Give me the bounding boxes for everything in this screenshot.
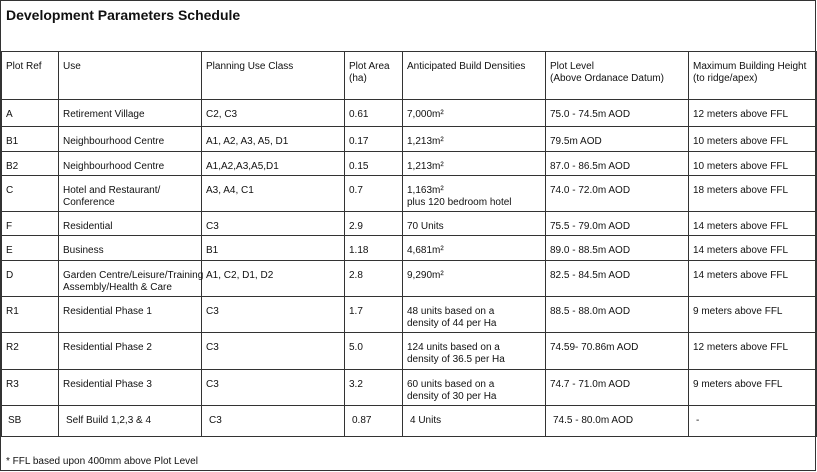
header-max-height: Maximum Building Height (to ridge/apex) bbox=[689, 52, 817, 100]
cell-level: 79.5m AOD bbox=[546, 127, 689, 152]
cell-height: 18 meters above FFL bbox=[689, 176, 817, 212]
cell-use: Business bbox=[59, 236, 202, 261]
cell-class: C3 bbox=[202, 333, 345, 370]
table-row bbox=[2, 236, 817, 261]
cell-level: 88.5 - 88.0m AOD bbox=[546, 297, 689, 333]
cell-plot-ref: F bbox=[2, 212, 59, 236]
cell-area: 0.15 bbox=[345, 152, 403, 176]
table-row bbox=[2, 333, 817, 370]
cell-plot-ref: C bbox=[2, 176, 59, 212]
cell-use: Retirement Village bbox=[59, 100, 202, 127]
cell-level: 75.5 - 79.0m AOD bbox=[546, 212, 689, 236]
table-row bbox=[2, 370, 817, 406]
cell-use: Self Build 1,2,3 & 4 bbox=[59, 406, 202, 437]
cell-area: 0.61 bbox=[345, 100, 403, 127]
cell-area: 2.8 bbox=[345, 261, 403, 297]
cell-height: 10 meters above FFL bbox=[689, 152, 817, 176]
cell-level: 74.7 - 71.0m AOD bbox=[546, 370, 689, 406]
cell-density: 1,163m² plus 120 bedroom hotel bbox=[403, 176, 546, 212]
cell-level: 82.5 - 84.5m AOD bbox=[546, 261, 689, 297]
table-row bbox=[2, 100, 817, 127]
cell-class: C3 bbox=[202, 212, 345, 236]
cell-class: A1,A2,A3,A5,D1 bbox=[202, 152, 345, 176]
cell-area: 5.0 bbox=[345, 333, 403, 370]
cell-plot-ref: SB bbox=[2, 406, 59, 437]
cell-density: 9,290m² bbox=[403, 261, 546, 297]
cell-class: C3 bbox=[202, 406, 345, 437]
cell-height: 14 meters above FFL bbox=[689, 236, 817, 261]
table-row bbox=[2, 152, 817, 176]
cell-use: Hotel and Restaurant/ Conference bbox=[59, 176, 202, 212]
header-plot-ref: Plot Ref bbox=[2, 52, 59, 100]
cell-density: 1,213m² bbox=[403, 152, 546, 176]
cell-density: 7,000m² bbox=[403, 100, 546, 127]
cell-plot-ref: E bbox=[2, 236, 59, 261]
cell-use: Residential Phase 2 bbox=[59, 333, 202, 370]
cell-level: 75.0 - 74.5m AOD bbox=[546, 100, 689, 127]
cell-density: 4,681m² bbox=[403, 236, 546, 261]
cell-height: 10 meters above FFL bbox=[689, 127, 817, 152]
table-row bbox=[2, 212, 817, 236]
cell-class: A3, A4, C1 bbox=[202, 176, 345, 212]
cell-level: 74.59- 70.86m AOD bbox=[546, 333, 689, 370]
cell-use: Neighbourhood Centre bbox=[59, 127, 202, 152]
cell-plot-ref: R3 bbox=[2, 370, 59, 406]
cell-density: 60 units based on a density of 30 per Ha bbox=[403, 370, 546, 406]
table-row bbox=[2, 406, 817, 437]
cell-class: A1, C2, D1, D2 bbox=[202, 261, 345, 297]
cell-density: 48 units based on a density of 44 per Ha bbox=[403, 297, 546, 333]
cell-density: 124 units based on a density of 36.5 per Ha bbox=[403, 333, 546, 370]
parameters-table bbox=[1, 51, 817, 437]
cell-level: 89.0 - 88.5m AOD bbox=[546, 236, 689, 261]
cell-area: 1.18 bbox=[345, 236, 403, 261]
cell-use: Neighbourhood Centre bbox=[59, 152, 202, 176]
cell-density: 70 Units bbox=[403, 212, 546, 236]
cell-plot-ref: D bbox=[2, 261, 59, 297]
cell-height: 12 meters above FFL bbox=[689, 100, 817, 127]
header-planning-use-class: Planning Use Class bbox=[202, 52, 345, 100]
table-row bbox=[2, 176, 817, 212]
cell-level: 74.5 - 80.0m AOD bbox=[546, 406, 689, 437]
cell-plot-ref: A bbox=[2, 100, 59, 127]
cell-density: 4 Units bbox=[403, 406, 546, 437]
cell-area: 3.2 bbox=[345, 370, 403, 406]
cell-height: 14 meters above FFL bbox=[689, 212, 817, 236]
header-use: Use bbox=[59, 52, 202, 100]
table-row bbox=[2, 261, 817, 297]
cell-level: 74.0 - 72.0m AOD bbox=[546, 176, 689, 212]
cell-area: 2.9 bbox=[345, 212, 403, 236]
cell-plot-ref: R1 bbox=[2, 297, 59, 333]
cell-plot-ref: B1 bbox=[2, 127, 59, 152]
document-title: Development Parameters Schedule bbox=[6, 7, 241, 23]
cell-density: 1,213m² bbox=[403, 127, 546, 152]
cell-use: Garden Centre/Leisure/Training Assembly/Health & Care bbox=[59, 261, 202, 297]
cell-class: C3 bbox=[202, 297, 345, 333]
cell-area: 1.7 bbox=[345, 297, 403, 333]
header-densities: Anticipated Build Densities bbox=[403, 52, 546, 100]
cell-use: Residential Phase 3 bbox=[59, 370, 202, 406]
cell-class: A1, A2, A3, A5, D1 bbox=[202, 127, 345, 152]
cell-height: - bbox=[689, 406, 817, 437]
cell-height: 14 meters above FFL bbox=[689, 261, 817, 297]
table-row bbox=[2, 297, 817, 333]
cell-class: B1 bbox=[202, 236, 345, 261]
cell-height: 9 meters above FFL bbox=[689, 297, 817, 333]
cell-height: 9 meters above FFL bbox=[689, 370, 817, 406]
cell-area: 0.17 bbox=[345, 127, 403, 152]
cell-plot-ref: B2 bbox=[2, 152, 59, 176]
cell-class: C2, C3 bbox=[202, 100, 345, 127]
cell-plot-ref: R2 bbox=[2, 333, 59, 370]
header-row bbox=[2, 52, 817, 100]
cell-area: 0.87 bbox=[345, 406, 403, 437]
footnote: * FFL based upon 400mm above Plot Level bbox=[6, 456, 198, 467]
cell-class: C3 bbox=[202, 370, 345, 406]
header-plot-level: Plot Level (Above Ordanace Datum) bbox=[546, 52, 689, 100]
cell-use: Residential bbox=[59, 212, 202, 236]
header-plot-area: Plot Area (ha) bbox=[345, 52, 403, 100]
table-row bbox=[2, 127, 817, 152]
cell-level: 87.0 - 86.5m AOD bbox=[546, 152, 689, 176]
cell-area: 0.7 bbox=[345, 176, 403, 212]
cell-use: Residential Phase 1 bbox=[59, 297, 202, 333]
cell-height: 12 meters above FFL bbox=[689, 333, 817, 370]
